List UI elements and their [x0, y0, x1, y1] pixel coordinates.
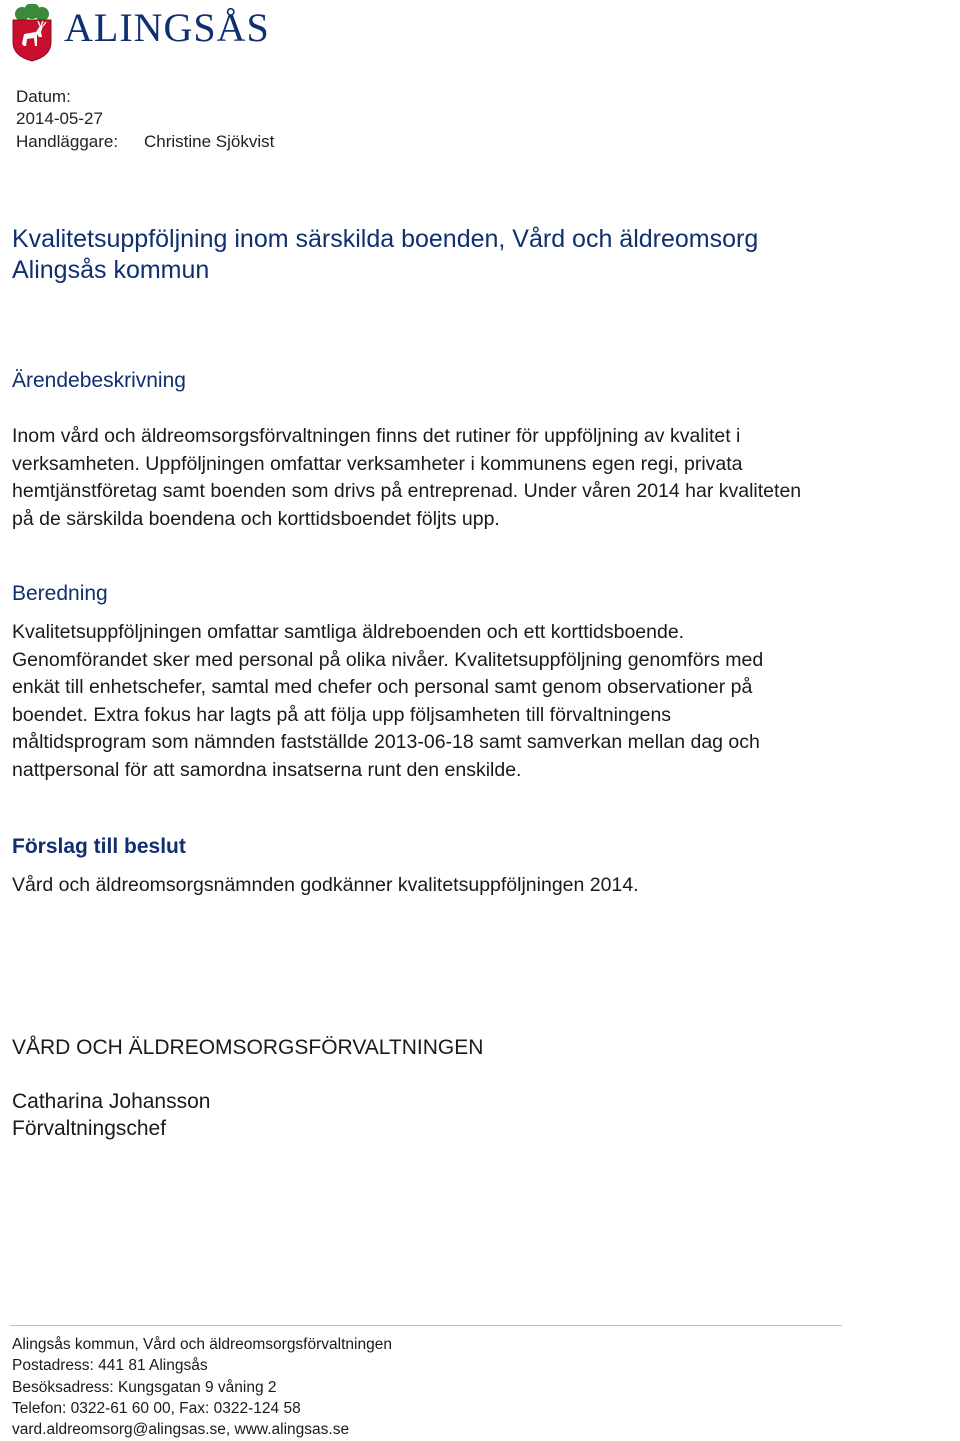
title-line-1: Kvalitetsuppföljning inom särskilda boenden, Vård och äldreomsorg — [12, 225, 759, 253]
paragraph-line: Kvalitetsuppföljningen omfattar samtliga äldreboenden och ett korttidsboende. — [12, 621, 685, 643]
paragraph-line: boendet. Extra fokus har lagts på att följa upp följsamheten till förvaltningens — [12, 703, 672, 726]
footer-divider — [10, 1325, 842, 1326]
logo-wordmark: ALINGSÅS — [64, 5, 270, 50]
paragraph-line: Inom vård och äldreomsorgsförvaltningen finns det rutiner för uppföljning av kvalitet i — [12, 425, 741, 447]
footer-postal-address: Postadress: 441 81 Alingsås — [12, 1357, 208, 1374]
proposal-text: Vård och äldreomsorgsnämnden godkänner kvalitetsuppföljningen 2014. — [12, 874, 639, 896]
description-paragraph — [12, 423, 960, 533]
footer-phone-fax: Telefon: 0322-61 60 00, Fax: 0322-124 58 — [12, 1400, 301, 1417]
date-label: Datum: — [16, 87, 71, 106]
section-heading-description: Ärendebeskrivning — [12, 369, 186, 392]
signatory-name: Catharina Johansson — [12, 1090, 211, 1113]
paragraph-line: på de särskilda boendena och korttidsboendet följts upp. — [12, 507, 500, 530]
handler-name: Christine Sjökvist — [144, 132, 275, 151]
paragraph-line: Genomförandet sker med personal på olika nivåer. Kvalitetsuppföljning genomförs med — [12, 648, 764, 671]
footer-email-web: vard.aldreomsorg@alingsas.se, www.alingsas.se — [12, 1421, 350, 1438]
coat-of-arms-icon — [10, 4, 54, 62]
date-value: 2014-05-27 — [16, 109, 103, 128]
paragraph-line: hemtjänstföretag samt boenden som drivs på entreprenad. Under våren 2014 har kvaliteten — [12, 480, 802, 502]
paragraph-line: nattpersonal för att samordna insatserna runt den enskilde. — [12, 758, 522, 781]
title-line-2: Alingsås kommun — [12, 256, 210, 284]
signatory-role: Förvaltningschef — [12, 1117, 167, 1140]
footer-organization: Alingsås kommun, Vård och äldreomsorgsförvaltningen — [12, 1336, 392, 1353]
municipality-logo — [10, 4, 280, 64]
preparation-paragraph — [12, 619, 960, 784]
paragraph-line: måltidsprogram som nämnden fastställde 2013-06-18 samt samverkan mellan dag och — [12, 731, 760, 753]
section-heading-preparation: Beredning — [12, 582, 108, 605]
footer-visiting-address: Besöksadress: Kungsgatan 9 våning 2 — [12, 1379, 277, 1396]
handler-label: Handläggare: — [16, 132, 119, 151]
department-name: VÅRD OCH ÄLDREOMSORGSFÖRVALTNINGEN — [12, 1036, 484, 1059]
paragraph-line: verksamheten. Uppföljningen omfattar verksamheter i kommunens egen regi, privata — [12, 452, 743, 475]
document-title — [12, 224, 942, 286]
section-heading-proposal: Förslag till beslut — [12, 835, 186, 858]
paragraph-line: enkät till enhetschefer, samtal med chefer och personal samt genom observationer på — [12, 676, 753, 698]
